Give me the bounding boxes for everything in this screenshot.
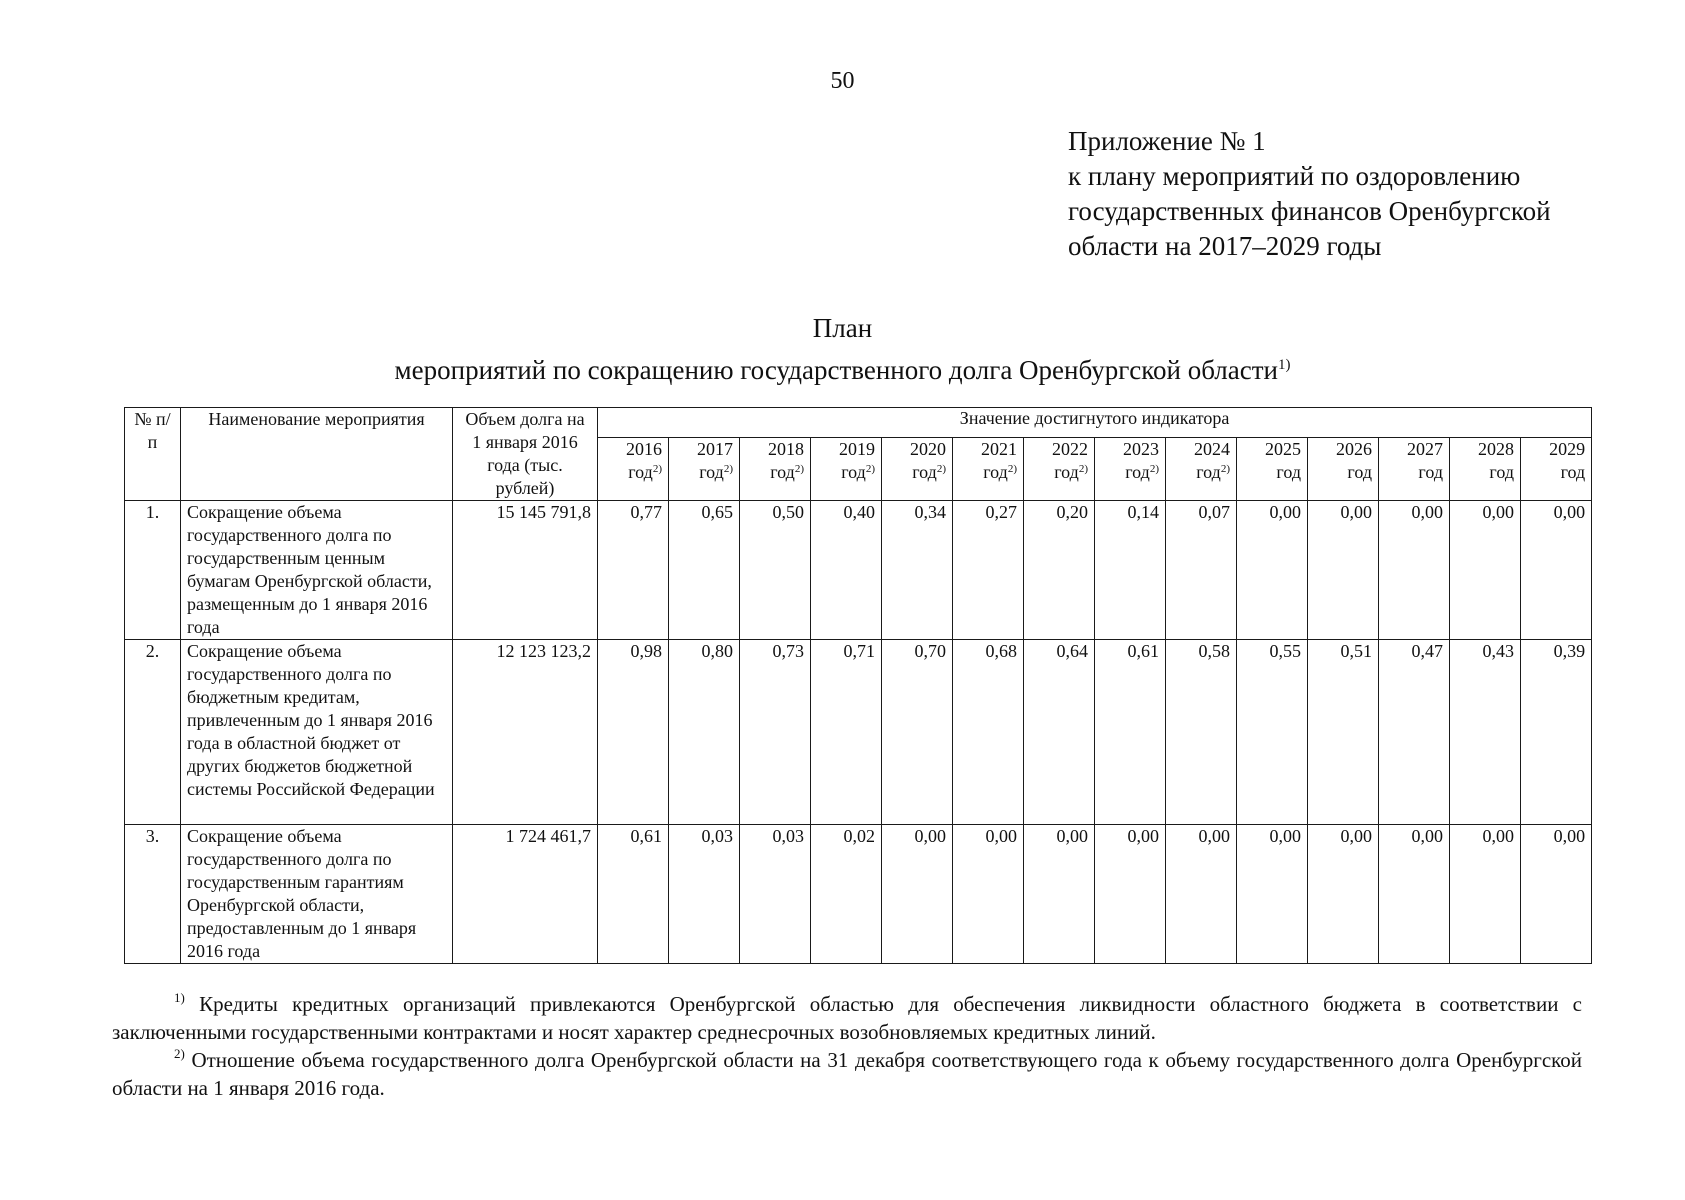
indicator-value: 0,50: [740, 501, 811, 640]
indicator-value: 0,68: [953, 640, 1024, 825]
indicator-value: 0,00: [1379, 825, 1450, 964]
measure-name: Сокращение объема государственного долга по государственным ценным бумагам Оренбургской области, размещенным до 1 января 2016 года: [181, 501, 453, 640]
header-volume: Объем долга на 1 января 2016 года (тыс. рублей): [453, 408, 598, 501]
indicator-value: 0,20: [1024, 501, 1095, 640]
footnote-mark: 2): [794, 462, 804, 475]
appendix-line: области на 2017–2029 годы: [1068, 231, 1382, 261]
year-label: 2016: [626, 438, 662, 459]
plan-title-line2: [0, 347, 1685, 389]
footnote-mark: 2): [723, 462, 733, 475]
year-unit-text: год: [770, 461, 795, 482]
year-unit: [1527, 461, 1585, 484]
footnote-mark: 2): [936, 462, 946, 475]
footnote-mark: 2): [652, 462, 662, 475]
footnote-mark: 1): [174, 990, 185, 1005]
year-label: 2017: [697, 438, 733, 459]
footnotes: [112, 990, 1582, 1102]
footnote-mark: 2): [1007, 462, 1017, 475]
year-unit: [1101, 461, 1159, 484]
indicator-value: 0,39: [1521, 640, 1592, 825]
indicator-value: 0,61: [598, 825, 669, 964]
year-label: 2029: [1549, 438, 1586, 459]
appendix-caption: [1068, 124, 1551, 264]
indicator-value: 0,58: [1166, 640, 1237, 825]
plan-title-line1: План: [812, 313, 873, 343]
year-header: [1095, 437, 1166, 500]
footnote-mark: 2): [865, 462, 875, 475]
indicator-value: 0,64: [1024, 640, 1095, 825]
indicator-value: 0,00: [1379, 501, 1450, 640]
indicator-value: 0,00: [1308, 825, 1379, 964]
year-unit-text: год: [1347, 461, 1372, 482]
year-unit-text: год: [841, 461, 866, 482]
year-header: [669, 437, 740, 500]
year-unit-text: год: [912, 461, 937, 482]
year-header: [811, 437, 882, 500]
measure-name: Сокращение объема государственного долга по бюджетным кредитам, привлеченным до 1 января 2016 года в областной бюджет от других бюджетов бюджетной системы Российской Федерации: [181, 640, 453, 825]
indicator-value: 0,03: [740, 825, 811, 964]
table-body: [125, 501, 1592, 964]
year-unit: [1456, 461, 1514, 484]
header-indicator: Значение достигнутого индикатора: [598, 408, 1592, 438]
year-label: 2021: [981, 438, 1017, 459]
year-label: 2027: [1407, 438, 1443, 459]
year-unit-text: год: [1276, 461, 1301, 482]
debt-volume: 1 724 461,7: [453, 825, 598, 964]
year-unit-text: год: [628, 461, 653, 482]
year-label: 2023: [1123, 438, 1159, 459]
indicator-value: 0,14: [1095, 501, 1166, 640]
indicator-value: 0,00: [882, 825, 953, 964]
year-label: 2018: [768, 438, 804, 459]
footnote-mark: 2): [174, 1046, 185, 1061]
header-name: Наименование мероприятия: [181, 408, 453, 501]
indicator-value: 0,00: [1521, 501, 1592, 640]
footnote-mark: 2): [1149, 462, 1159, 475]
table-row: [125, 501, 1592, 640]
year-label: 2022: [1052, 438, 1088, 459]
indicator-value: 0,40: [811, 501, 882, 640]
debt-volume: 12 123 123,2: [453, 640, 598, 825]
year-unit-text: год: [1489, 461, 1514, 482]
year-unit-text: год: [983, 461, 1008, 482]
year-label: 2025: [1265, 438, 1301, 459]
year-unit-text: год: [1560, 461, 1586, 482]
plan-title: [0, 310, 1685, 389]
year-header: [953, 437, 1024, 500]
indicator-value: 0,43: [1450, 640, 1521, 825]
debt-volume: 15 145 791,8: [453, 501, 598, 640]
year-header: [882, 437, 953, 500]
indicator-value: 0,73: [740, 640, 811, 825]
appendix-line: государственных финансов Оренбургской: [1068, 196, 1551, 226]
indicator-value: 0,03: [669, 825, 740, 964]
indicator-value: 0,00: [1237, 825, 1308, 964]
year-label: 2020: [910, 438, 946, 459]
year-unit-text: год: [1418, 461, 1443, 482]
footnote-1: [112, 990, 1582, 1046]
year-unit: [1172, 461, 1230, 484]
indicator-value: 0,00: [1450, 825, 1521, 964]
table-row: [125, 825, 1592, 964]
indicator-value: 0,61: [1095, 640, 1166, 825]
footnote-2: [112, 1046, 1582, 1102]
year-unit: [675, 461, 733, 484]
indicator-value: 0,00: [1024, 825, 1095, 964]
indicator-value: 0,51: [1308, 640, 1379, 825]
indicator-value: 0,00: [1308, 501, 1379, 640]
year-label: 2024: [1194, 438, 1230, 459]
year-header: [1237, 437, 1308, 500]
footnote-mark: 1): [1277, 357, 1291, 373]
indicator-value: 0,00: [1237, 501, 1308, 640]
indicator-value: 0,70: [882, 640, 953, 825]
plan-title-text: мероприятий по сокращению государственного долга Оренбургской области: [394, 355, 1278, 385]
year-unit-text: год: [1196, 461, 1221, 482]
table-row: [125, 640, 1592, 825]
year-header: [1379, 437, 1450, 500]
year-header: [1521, 437, 1592, 500]
measure-name: Сокращение объема государственного долга по государственным гарантиям Оренбургской области, предоставленным до 1 января 2016 года: [181, 825, 453, 964]
debt-reduction-table: [124, 407, 1592, 964]
indicator-value: 0,00: [953, 825, 1024, 964]
year-unit: [1385, 461, 1443, 484]
footnote-text: Кредиты кредитных организаций привлекаются Оренбургской областью для обеспечения ликвидности областного бюджета в соответствии с заключенными государственными контрактами и носят характер среднесрочных возобновляемых кредитных линий.: [112, 992, 1582, 1044]
indicator-value: 0,07: [1166, 501, 1237, 640]
appendix-line: Приложение № 1: [1068, 126, 1266, 156]
year-header: [1450, 437, 1521, 500]
year-unit-text: год: [1125, 461, 1150, 482]
indicator-value: 0,27: [953, 501, 1024, 640]
year-unit: [959, 461, 1017, 484]
footnote-mark: 2): [1220, 462, 1230, 475]
footnote-mark: 2): [1078, 462, 1088, 475]
year-header: [598, 437, 669, 500]
year-unit: [604, 461, 662, 484]
indicator-value: 0,65: [669, 501, 740, 640]
indicator-value: 0,77: [598, 501, 669, 640]
year-label: 2026: [1336, 438, 1372, 459]
footnote-text: Отношение объема государственного долга Оренбургской области на 31 декабря соответствующего года к объему государственного долга Оренбургской области на 1 января 2016 года.: [112, 1048, 1583, 1100]
row-number: 2.: [125, 640, 181, 825]
indicator-value: 0,98: [598, 640, 669, 825]
page-number: 50: [830, 68, 855, 94]
year-unit-text: год: [699, 461, 724, 482]
year-unit: [746, 461, 804, 484]
year-header: [1024, 437, 1095, 500]
year-unit: [888, 461, 946, 484]
year-unit: [1243, 461, 1301, 484]
row-number: 1.: [125, 501, 181, 640]
indicator-value: 0,71: [811, 640, 882, 825]
indicator-value: 0,34: [882, 501, 953, 640]
indicator-value: 0,00: [1166, 825, 1237, 964]
year-label: 2028: [1478, 438, 1514, 459]
year-header: [1308, 437, 1379, 500]
indicator-value: 0,00: [1521, 825, 1592, 964]
appendix-line: к плану мероприятий по оздоровлению: [1068, 161, 1521, 191]
indicator-value: 0,80: [669, 640, 740, 825]
year-header: [740, 437, 811, 500]
year-unit: [1030, 461, 1088, 484]
indicator-value: 0,00: [1450, 501, 1521, 640]
year-header: [1166, 437, 1237, 500]
header-num: № п/п: [125, 408, 181, 501]
year-unit: [817, 461, 875, 484]
year-unit: [1314, 461, 1372, 484]
year-unit-text: год: [1054, 461, 1079, 482]
year-label: 2019: [839, 438, 875, 459]
row-number: 3.: [125, 825, 181, 964]
indicator-value: 0,47: [1379, 640, 1450, 825]
indicator-value: 0,00: [1095, 825, 1166, 964]
indicator-value: 0,02: [811, 825, 882, 964]
indicator-value: 0,55: [1237, 640, 1308, 825]
